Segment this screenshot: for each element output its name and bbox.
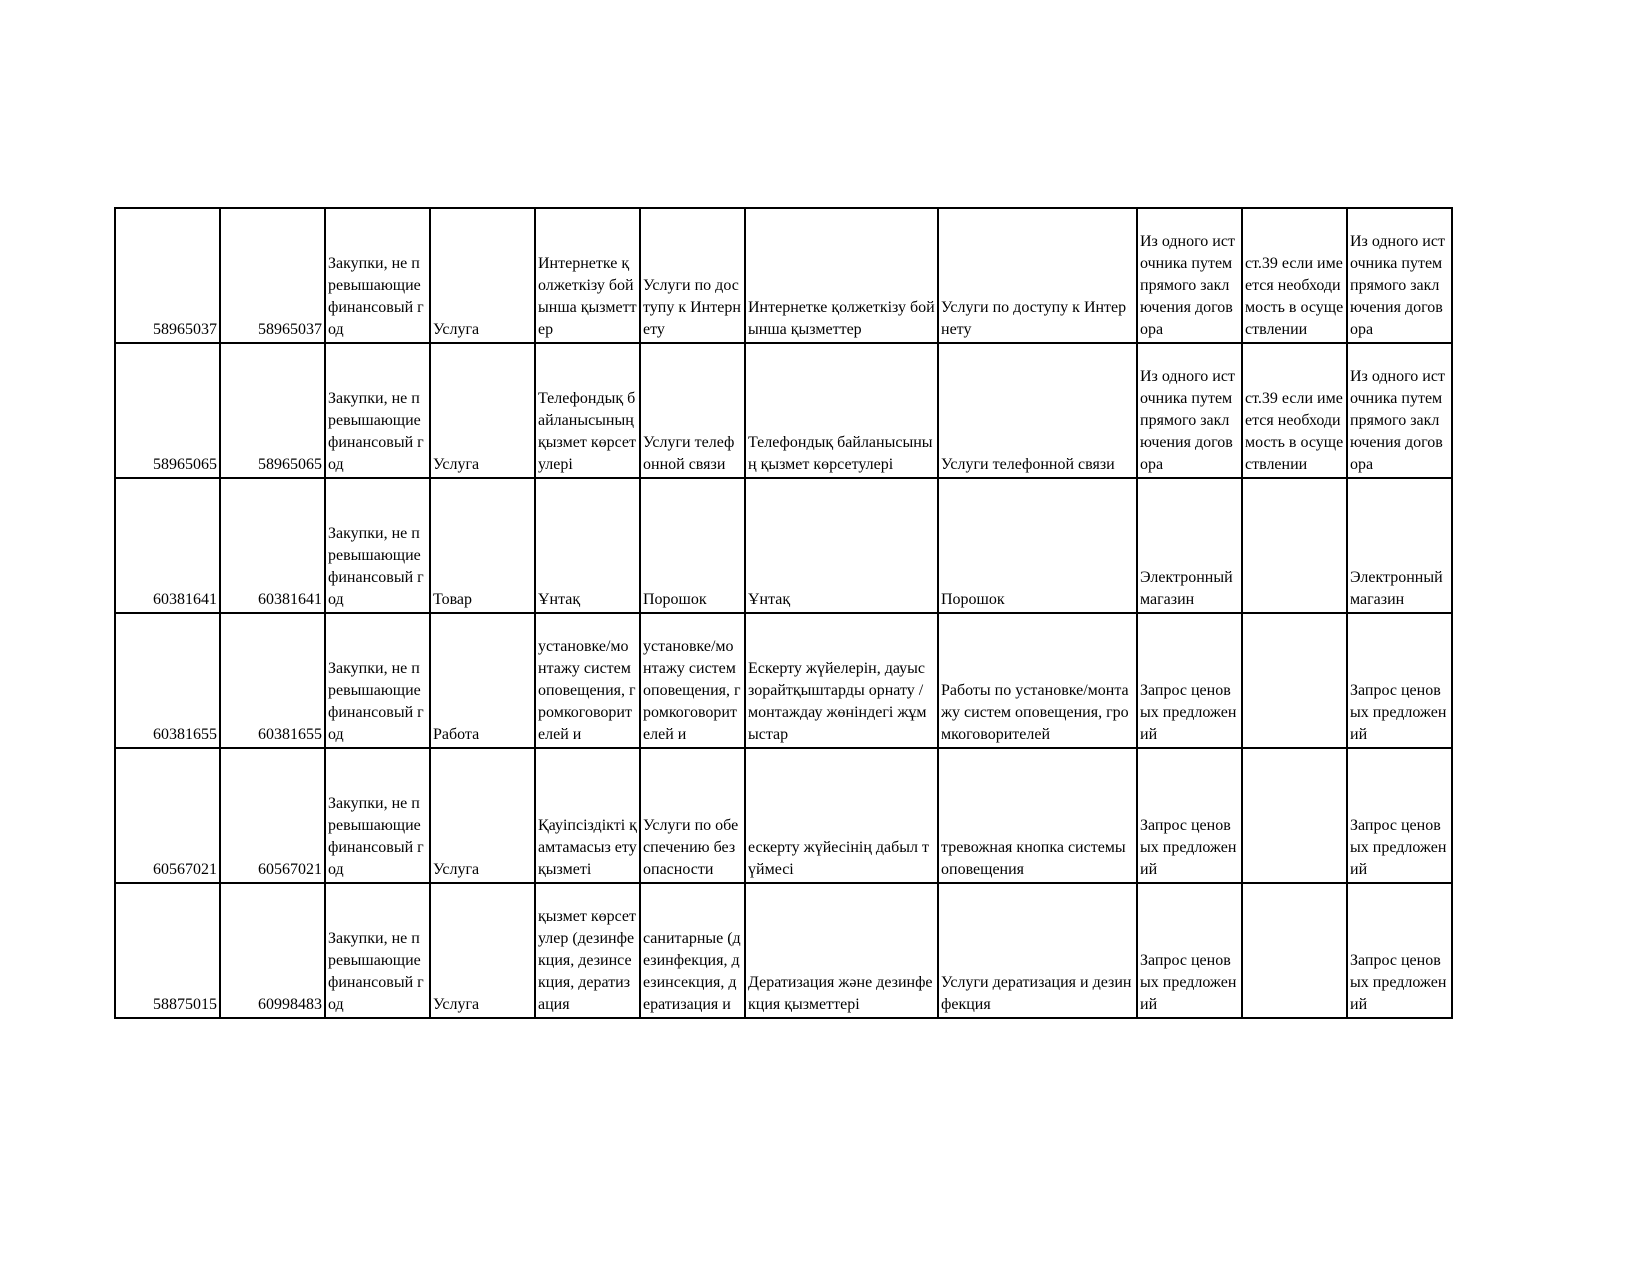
procurement-method-actual-cell — [1347, 613, 1452, 748]
name-ru-short-cell-text: санитарные (дезинфекция, дезинсекция, дератизация и — [643, 930, 741, 1013]
name-kz-short-cell-text: Интернетке қолжеткізу бойынша қызметтер — [538, 255, 637, 338]
procurement-method-actual-cell — [1347, 748, 1452, 883]
procurement-type-cell-text: Закупки, не превышающие финансовый год — [328, 795, 424, 878]
name-kz-cell — [745, 883, 938, 1018]
item-id-cell-text: 58965065 — [258, 456, 322, 473]
procurement-type-cell — [325, 208, 430, 343]
subject-type-cell-text: Услуга — [433, 996, 480, 1013]
name-kz-cell-text: ескерту жүйесінің дабыл түймесі — [748, 839, 929, 878]
procurement-type-cell-text: Закупки, не превышающие финансовый год — [328, 255, 424, 338]
item-id-cell-text: 60381655 — [258, 726, 322, 743]
subject-type-cell-text: Услуга — [433, 321, 480, 338]
basis-cell — [1242, 748, 1347, 883]
lot-id-cell — [115, 208, 220, 343]
table-row — [115, 748, 1452, 883]
table-row — [115, 613, 1452, 748]
name-ru-cell — [938, 208, 1137, 343]
name-kz-short-cell — [535, 748, 640, 883]
lot-id-cell-text: 58965065 — [153, 456, 217, 473]
name-ru-cell — [938, 343, 1137, 478]
name-kz-short-cell-text: Ұнтақ — [538, 591, 581, 608]
basis-cell — [1242, 208, 1347, 343]
name-kz-cell-text: Телефондық байланысының қызмет көрсетулері — [748, 434, 933, 473]
procurement-table — [114, 207, 1453, 1019]
name-ru-cell — [938, 613, 1137, 748]
name-ru-short-cell-text: установке/монтажу систем оповещения, громкоговорителей и — [643, 638, 741, 743]
name-ru-short-cell — [640, 613, 745, 748]
name-kz-cell-text: Ескерту жүйелерін, дауыс зорайтқыштарды орнату / монтаждау жөніндегі жұмыстар — [748, 660, 927, 743]
procurement-type-cell — [325, 343, 430, 478]
name-kz-cell-text: Ұнтақ — [748, 591, 791, 608]
subject-type-cell-text: Услуга — [433, 861, 480, 878]
procurement-method-cell — [1137, 883, 1242, 1018]
procurement-method-actual-cell-text: Из одного источника путем прямого заключения договора — [1350, 233, 1445, 338]
basis-cell — [1242, 478, 1347, 613]
procurement-method-actual-cell — [1347, 478, 1452, 613]
subject-type-cell — [430, 478, 535, 613]
procurement-method-cell — [1137, 748, 1242, 883]
name-ru-short-cell — [640, 748, 745, 883]
name-kz-short-cell — [535, 343, 640, 478]
item-id-cell — [220, 748, 325, 883]
procurement-type-cell — [325, 478, 430, 613]
procurement-method-cell — [1137, 613, 1242, 748]
procurement-method-cell-text: Запрос ценовых предложений — [1140, 682, 1237, 743]
name-ru-short-cell-text: Порошок — [643, 591, 707, 608]
table-row — [115, 343, 1452, 478]
subject-type-cell-text: Работа — [433, 726, 480, 743]
table-row — [115, 208, 1452, 343]
lot-id-cell — [115, 748, 220, 883]
name-kz-short-cell-text: Телефондық байланысының қызмет көрсетулері — [538, 390, 636, 473]
subject-type-cell — [430, 613, 535, 748]
basis-cell-text: ст.39 если имеется необходимость в осуществлении — [1245, 255, 1344, 338]
procurement-type-cell-text: Закупки, не превышающие финансовый год — [328, 930, 424, 1013]
item-id-cell — [220, 883, 325, 1018]
name-ru-cell-text: Услуги телефонной связи — [941, 456, 1115, 473]
name-ru-short-cell — [640, 883, 745, 1018]
procurement-method-actual-cell-text: Электронный магазин — [1350, 569, 1443, 608]
name-kz-cell-text: Дератизация және дезинфекция қызметтері — [748, 974, 933, 1013]
lot-id-cell — [115, 478, 220, 613]
name-kz-short-cell — [535, 883, 640, 1018]
lot-id-cell-text: 58875015 — [153, 996, 217, 1013]
item-id-cell-text: 58965037 — [258, 321, 322, 338]
name-ru-cell-text: Работы по установке/монтажу систем оповещения, громкоговорителей — [941, 682, 1129, 743]
name-kz-short-cell-text: установке/монтажу систем оповещения, громкоговорителей и — [538, 638, 636, 743]
procurement-method-cell — [1137, 343, 1242, 478]
name-kz-cell — [745, 478, 938, 613]
subject-type-cell-text: Товар — [433, 591, 473, 608]
subject-type-cell-text: Услуга — [433, 456, 480, 473]
procurement-type-cell-text: Закупки, не превышающие финансовый год — [328, 525, 424, 608]
basis-cell — [1242, 613, 1347, 748]
name-ru-cell-text: Услуги по доступу к Интернету — [941, 299, 1127, 338]
procurement-type-cell-text: Закупки, не превышающие финансовый год — [328, 660, 424, 743]
table-row — [115, 883, 1452, 1018]
lot-id-cell — [115, 613, 220, 748]
name-kz-cell — [745, 343, 938, 478]
procurement-type-cell — [325, 883, 430, 1018]
name-ru-short-cell-text: Услуги по обеспечению безопасности — [643, 817, 739, 878]
item-id-cell-text: 60567021 — [258, 861, 322, 878]
lot-id-cell-text: 60381641 — [153, 591, 217, 608]
name-ru-short-cell — [640, 343, 745, 478]
lot-id-cell-text: 60381655 — [153, 726, 217, 743]
procurement-method-actual-cell-text: Из одного источника путем прямого заключения договора — [1350, 368, 1445, 473]
name-ru-cell-text: Порошок — [941, 591, 1005, 608]
name-kz-short-cell — [535, 613, 640, 748]
procurement-type-cell — [325, 748, 430, 883]
subject-type-cell — [430, 748, 535, 883]
procurement-method-cell-text: Из одного источника путем прямого заключения договора — [1140, 233, 1235, 338]
name-ru-cell — [938, 748, 1137, 883]
procurement-type-cell-text: Закупки, не превышающие финансовый год — [328, 390, 424, 473]
subject-type-cell — [430, 883, 535, 1018]
name-kz-cell — [745, 208, 938, 343]
procurement-method-cell — [1137, 478, 1242, 613]
table-row — [115, 478, 1452, 613]
basis-cell — [1242, 343, 1347, 478]
table-body — [115, 208, 1452, 1018]
procurement-method-actual-cell-text: Запрос ценовых предложений — [1350, 952, 1447, 1013]
procurement-method-actual-cell — [1347, 883, 1452, 1018]
procurement-method-actual-cell — [1347, 208, 1452, 343]
subject-type-cell — [430, 343, 535, 478]
name-ru-cell — [938, 883, 1137, 1018]
name-kz-cell — [745, 748, 938, 883]
procurement-method-cell-text: Запрос ценовых предложений — [1140, 952, 1237, 1013]
item-id-cell — [220, 208, 325, 343]
name-ru-cell-text: тревожная кнопка системы оповещения — [941, 839, 1126, 878]
name-ru-short-cell-text: Услуги телефонной связи — [643, 434, 735, 473]
name-kz-short-cell — [535, 208, 640, 343]
basis-cell — [1242, 883, 1347, 1018]
name-kz-cell-text: Интернетке қолжеткізу бойынша қызметтер — [748, 299, 935, 338]
name-kz-short-cell-text: қызмет көрсетулер (дезинфекция, дезинсекция, дератизация — [538, 908, 636, 1013]
procurement-type-cell — [325, 613, 430, 748]
procurement-method-cell-text: Электронный магазин — [1140, 569, 1233, 608]
name-ru-cell-text: Услуги дератизация и дезинфекция — [941, 974, 1132, 1013]
procurement-method-actual-cell-text: Запрос ценовых предложений — [1350, 682, 1447, 743]
lot-id-cell — [115, 883, 220, 1018]
name-kz-short-cell-text: Қауіпсіздікті қамтамасыз ету қызметі — [538, 817, 637, 878]
procurement-method-cell-text: Запрос ценовых предложений — [1140, 817, 1237, 878]
item-id-cell — [220, 478, 325, 613]
item-id-cell-text: 60998483 — [258, 996, 322, 1013]
subject-type-cell — [430, 208, 535, 343]
name-ru-short-cell — [640, 208, 745, 343]
name-kz-cell — [745, 613, 938, 748]
lot-id-cell-text: 60567021 — [153, 861, 217, 878]
item-id-cell-text: 60381641 — [258, 591, 322, 608]
lot-id-cell — [115, 343, 220, 478]
procurement-method-cell — [1137, 208, 1242, 343]
procurement-method-actual-cell — [1347, 343, 1452, 478]
name-ru-cell — [938, 478, 1137, 613]
lot-id-cell-text: 58965037 — [153, 321, 217, 338]
name-ru-short-cell-text: Услуги по доступу к Интернету — [643, 277, 741, 338]
procurement-method-actual-cell-text: Запрос ценовых предложений — [1350, 817, 1447, 878]
procurement-method-cell-text: Из одного источника путем прямого заключения договора — [1140, 368, 1235, 473]
item-id-cell — [220, 343, 325, 478]
basis-cell-text: ст.39 если имеется необходимость в осуществлении — [1245, 390, 1344, 473]
name-kz-short-cell — [535, 478, 640, 613]
name-ru-short-cell — [640, 478, 745, 613]
item-id-cell — [220, 613, 325, 748]
